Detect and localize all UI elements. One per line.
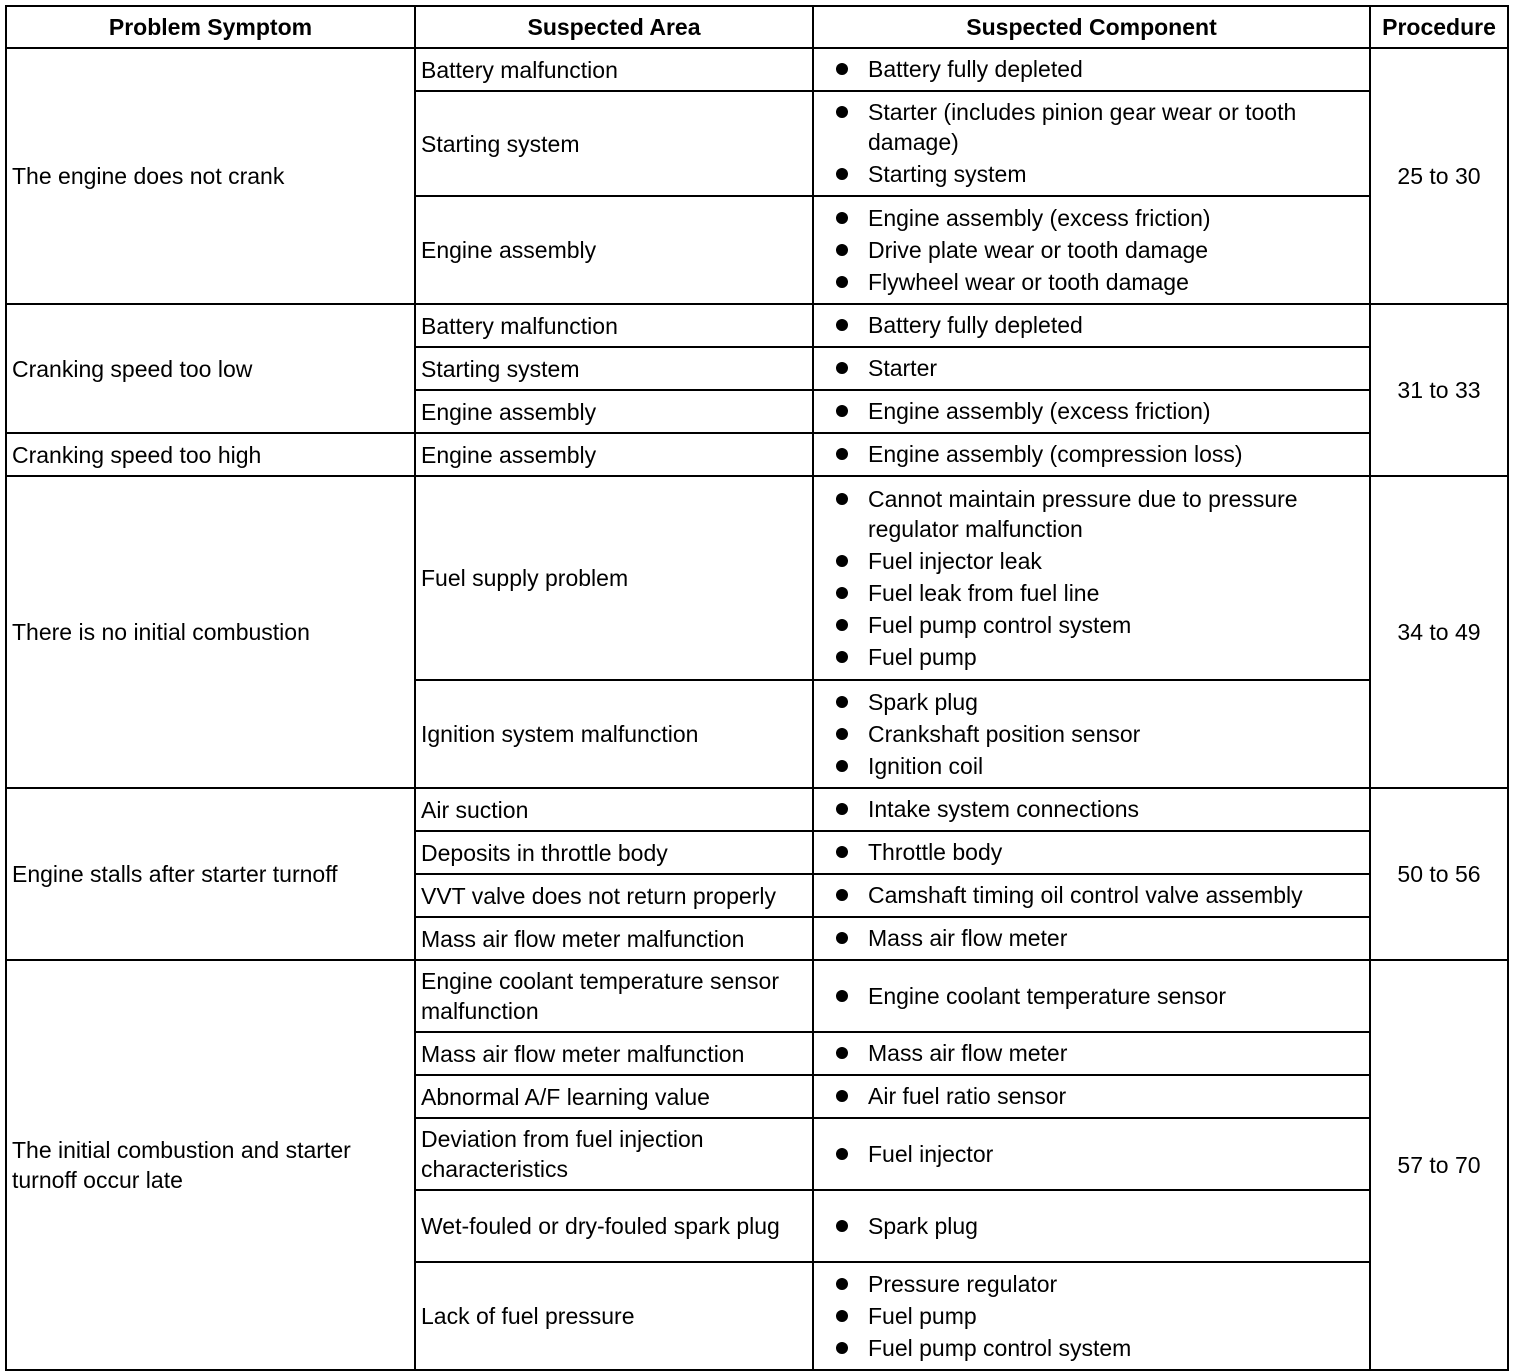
problem-symptom-cell: Engine stalls after starter turnoff [6, 788, 415, 960]
suspected-component-cell [813, 48, 1370, 91]
suspected-area-cell: Battery malfunction [415, 48, 813, 91]
component-label: Fuel pump control system [868, 611, 1132, 638]
suspected-area-cell: Ignition system malfunction [415, 680, 813, 788]
suspected-area-cell: Wet-fouled or dry-fouled spark plug [415, 1190, 813, 1262]
component-label: Engine assembly (excess friction) [868, 204, 1211, 231]
component-item [836, 203, 1363, 233]
component-label: Fuel pump [868, 1302, 977, 1329]
component-item [836, 1038, 1363, 1068]
problem-symptom-cell: There is no initial combustion [6, 476, 415, 788]
component-item [836, 1333, 1363, 1363]
suspected-component-cell [813, 874, 1370, 917]
component-list [836, 439, 1363, 469]
table-row [6, 476, 1508, 680]
component-item [836, 353, 1363, 383]
bullet-icon [836, 1278, 848, 1290]
component-item [836, 719, 1363, 749]
component-label: Engine assembly (excess friction) [868, 398, 1211, 424]
bullet-icon [836, 106, 848, 118]
suspected-component-cell [813, 196, 1370, 304]
suspected-area-cell: Mass air flow meter malfunction [415, 917, 813, 960]
component-list [836, 1211, 1363, 1241]
component-list [836, 880, 1363, 910]
suspected-component-cell [813, 1075, 1370, 1118]
component-item [836, 880, 1363, 910]
table-row [6, 433, 1508, 476]
bullet-icon [836, 760, 848, 772]
component-label: Fuel injector leak [868, 547, 1042, 574]
suspected-area-cell: Engine coolant temperature sensor malfunction [415, 960, 813, 1032]
suspected-component-cell [813, 476, 1370, 680]
component-item [836, 981, 1363, 1011]
bullet-icon [836, 846, 848, 858]
component-label: Air fuel ratio sensor [868, 1083, 1067, 1109]
component-item [836, 794, 1363, 824]
component-label: Spark plug [868, 688, 978, 715]
component-label: Starter [868, 355, 938, 381]
component-list [836, 1269, 1363, 1363]
bullet-icon [836, 889, 848, 901]
bullet-icon [836, 493, 848, 505]
bullet-icon [836, 1047, 848, 1059]
component-list [836, 1081, 1363, 1111]
component-item [836, 687, 1363, 717]
suspected-component-cell [813, 1262, 1370, 1370]
procedure-cell: 25 to 30 [1370, 48, 1508, 304]
bullet-icon [836, 728, 848, 740]
procedure-cell: 57 to 70 [1370, 960, 1508, 1370]
suspected-area-cell: Starting system [415, 91, 813, 196]
bullet-icon [836, 1220, 848, 1232]
suspected-component-cell [813, 1118, 1370, 1190]
procedure-cell: 34 to 49 [1370, 476, 1508, 788]
component-label: Starting system [868, 161, 1027, 187]
component-item [836, 642, 1363, 672]
bullet-icon [836, 168, 848, 180]
suspected-component-cell [813, 1190, 1370, 1262]
component-item [836, 1081, 1363, 1111]
bullet-icon [836, 212, 848, 224]
suspected-area-cell: Engine assembly [415, 390, 813, 433]
table-row [6, 960, 1508, 1032]
suspected-area-cell: Deviation from fuel injection characteristics [415, 1118, 813, 1190]
component-label: Fuel leak from fuel line [868, 579, 1100, 606]
suspected-area-cell: Starting system [415, 347, 813, 390]
table-row [6, 48, 1508, 91]
suspected-component-cell [813, 680, 1370, 788]
component-list [836, 484, 1363, 672]
suspected-component-cell [813, 1032, 1370, 1075]
suspected-component-cell [813, 304, 1370, 347]
component-item [836, 310, 1363, 340]
suspected-component-cell [813, 433, 1370, 476]
header-suspected-component: Suspected Component [813, 6, 1370, 48]
suspected-component-cell [813, 831, 1370, 874]
bullet-icon [836, 63, 848, 75]
troubleshooting-table [5, 5, 1509, 1371]
suspected-component-cell [813, 347, 1370, 390]
component-list [836, 1139, 1363, 1169]
component-label: Ignition coil [868, 752, 984, 779]
suspected-component-cell [813, 788, 1370, 831]
component-label: Cannot maintain pressure due to pressure regulator malfunction [868, 485, 1298, 542]
suspected-component-cell [813, 960, 1370, 1032]
suspected-area-cell: Engine assembly [415, 196, 813, 304]
bullet-icon [836, 1310, 848, 1322]
header-row [6, 6, 1508, 48]
component-label: Mass air flow meter [868, 1040, 1068, 1066]
suspected-area-cell: Abnormal A/F learning value [415, 1075, 813, 1118]
bullet-icon [836, 1342, 848, 1354]
bullet-icon [836, 244, 848, 256]
table-row [6, 304, 1508, 347]
component-label: Fuel pump control system [868, 1334, 1132, 1361]
suspected-area-cell: Lack of fuel pressure [415, 1262, 813, 1370]
component-item [836, 54, 1363, 84]
component-label: Battery fully depleted [868, 312, 1083, 338]
component-list [836, 54, 1363, 84]
component-item [836, 578, 1363, 608]
header-problem-symptom: Problem Symptom [6, 6, 415, 48]
bullet-icon [836, 362, 848, 374]
component-label: Pressure regulator [868, 1270, 1058, 1297]
component-label: Starter (includes pinion gear wear or tooth damage) [868, 99, 1297, 155]
bullet-icon [836, 587, 848, 599]
procedure-cell: 50 to 56 [1370, 788, 1508, 960]
table-body [6, 48, 1508, 1370]
suspected-area-cell: Deposits in throttle body [415, 831, 813, 874]
component-list [836, 923, 1363, 953]
bullet-icon [836, 555, 848, 567]
problem-symptom-cell: The initial combustion and starter turnoff occur late [6, 960, 415, 1370]
component-list [836, 396, 1363, 426]
component-item [836, 610, 1363, 640]
component-label: Fuel pump [868, 643, 977, 670]
component-item [836, 159, 1363, 189]
component-label: Throttle body [868, 839, 1003, 865]
component-list [836, 837, 1363, 867]
component-item [836, 267, 1363, 297]
suspected-area-cell: Engine assembly [415, 433, 813, 476]
header-suspected-area: Suspected Area [415, 6, 813, 48]
problem-symptom-cell: Cranking speed too high [6, 433, 415, 476]
component-label: Engine coolant temperature sensor [868, 982, 1226, 1009]
suspected-component-cell [813, 917, 1370, 960]
suspected-area-cell: Mass air flow meter malfunction [415, 1032, 813, 1075]
suspected-area-cell: Air suction [415, 788, 813, 831]
problem-symptom-cell: Cranking speed too low [6, 304, 415, 433]
component-list [836, 794, 1363, 824]
header-procedure: Procedure [1370, 6, 1508, 48]
component-label: Camshaft timing oil control valve assembly [868, 882, 1303, 908]
component-label: Fuel injector [868, 1140, 994, 1167]
component-list [836, 353, 1363, 383]
bullet-icon [836, 1090, 848, 1102]
component-label: Drive plate wear or tooth damage [868, 236, 1209, 263]
component-label: Intake system connections [868, 796, 1140, 822]
suspected-area-cell: Fuel supply problem [415, 476, 813, 680]
bullet-icon [836, 405, 848, 417]
component-item [836, 1301, 1363, 1331]
component-item [836, 484, 1363, 544]
component-list [836, 310, 1363, 340]
suspected-component-cell [813, 91, 1370, 196]
bullet-icon [836, 1148, 848, 1160]
bullet-icon [836, 803, 848, 815]
component-item [836, 546, 1363, 576]
suspected-area-cell: VVT valve does not return properly [415, 874, 813, 917]
component-item [836, 235, 1363, 265]
table-row [6, 788, 1508, 831]
problem-symptom-cell: The engine does not crank [6, 48, 415, 304]
component-item [836, 837, 1363, 867]
component-list [836, 203, 1363, 297]
bullet-icon [836, 932, 848, 944]
suspected-area-cell: Battery malfunction [415, 304, 813, 347]
component-item [836, 97, 1363, 157]
component-label: Flywheel wear or tooth damage [868, 268, 1189, 295]
component-item [836, 923, 1363, 953]
bullet-icon [836, 651, 848, 663]
procedure-cell: 31 to 33 [1370, 304, 1508, 476]
component-list [836, 97, 1363, 189]
component-item [836, 1269, 1363, 1299]
bullet-icon [836, 276, 848, 288]
component-label: Spark plug [868, 1212, 978, 1239]
component-label: Engine assembly (compression loss) [868, 441, 1243, 467]
component-list [836, 687, 1363, 781]
component-item [836, 751, 1363, 781]
component-list [836, 1038, 1363, 1068]
component-item [836, 1139, 1363, 1169]
component-label: Mass air flow meter [868, 925, 1068, 951]
bullet-icon [836, 696, 848, 708]
component-item [836, 439, 1363, 469]
component-label: Crankshaft position sensor [868, 720, 1141, 747]
component-label: Battery fully depleted [868, 56, 1083, 82]
bullet-icon [836, 448, 848, 460]
component-item [836, 1211, 1363, 1241]
bullet-icon [836, 990, 848, 1002]
bullet-icon [836, 319, 848, 331]
bullet-icon [836, 619, 848, 631]
troubleshooting-sheet [5, 5, 1507, 1371]
component-list [836, 981, 1363, 1011]
component-item [836, 396, 1363, 426]
suspected-component-cell [813, 390, 1370, 433]
